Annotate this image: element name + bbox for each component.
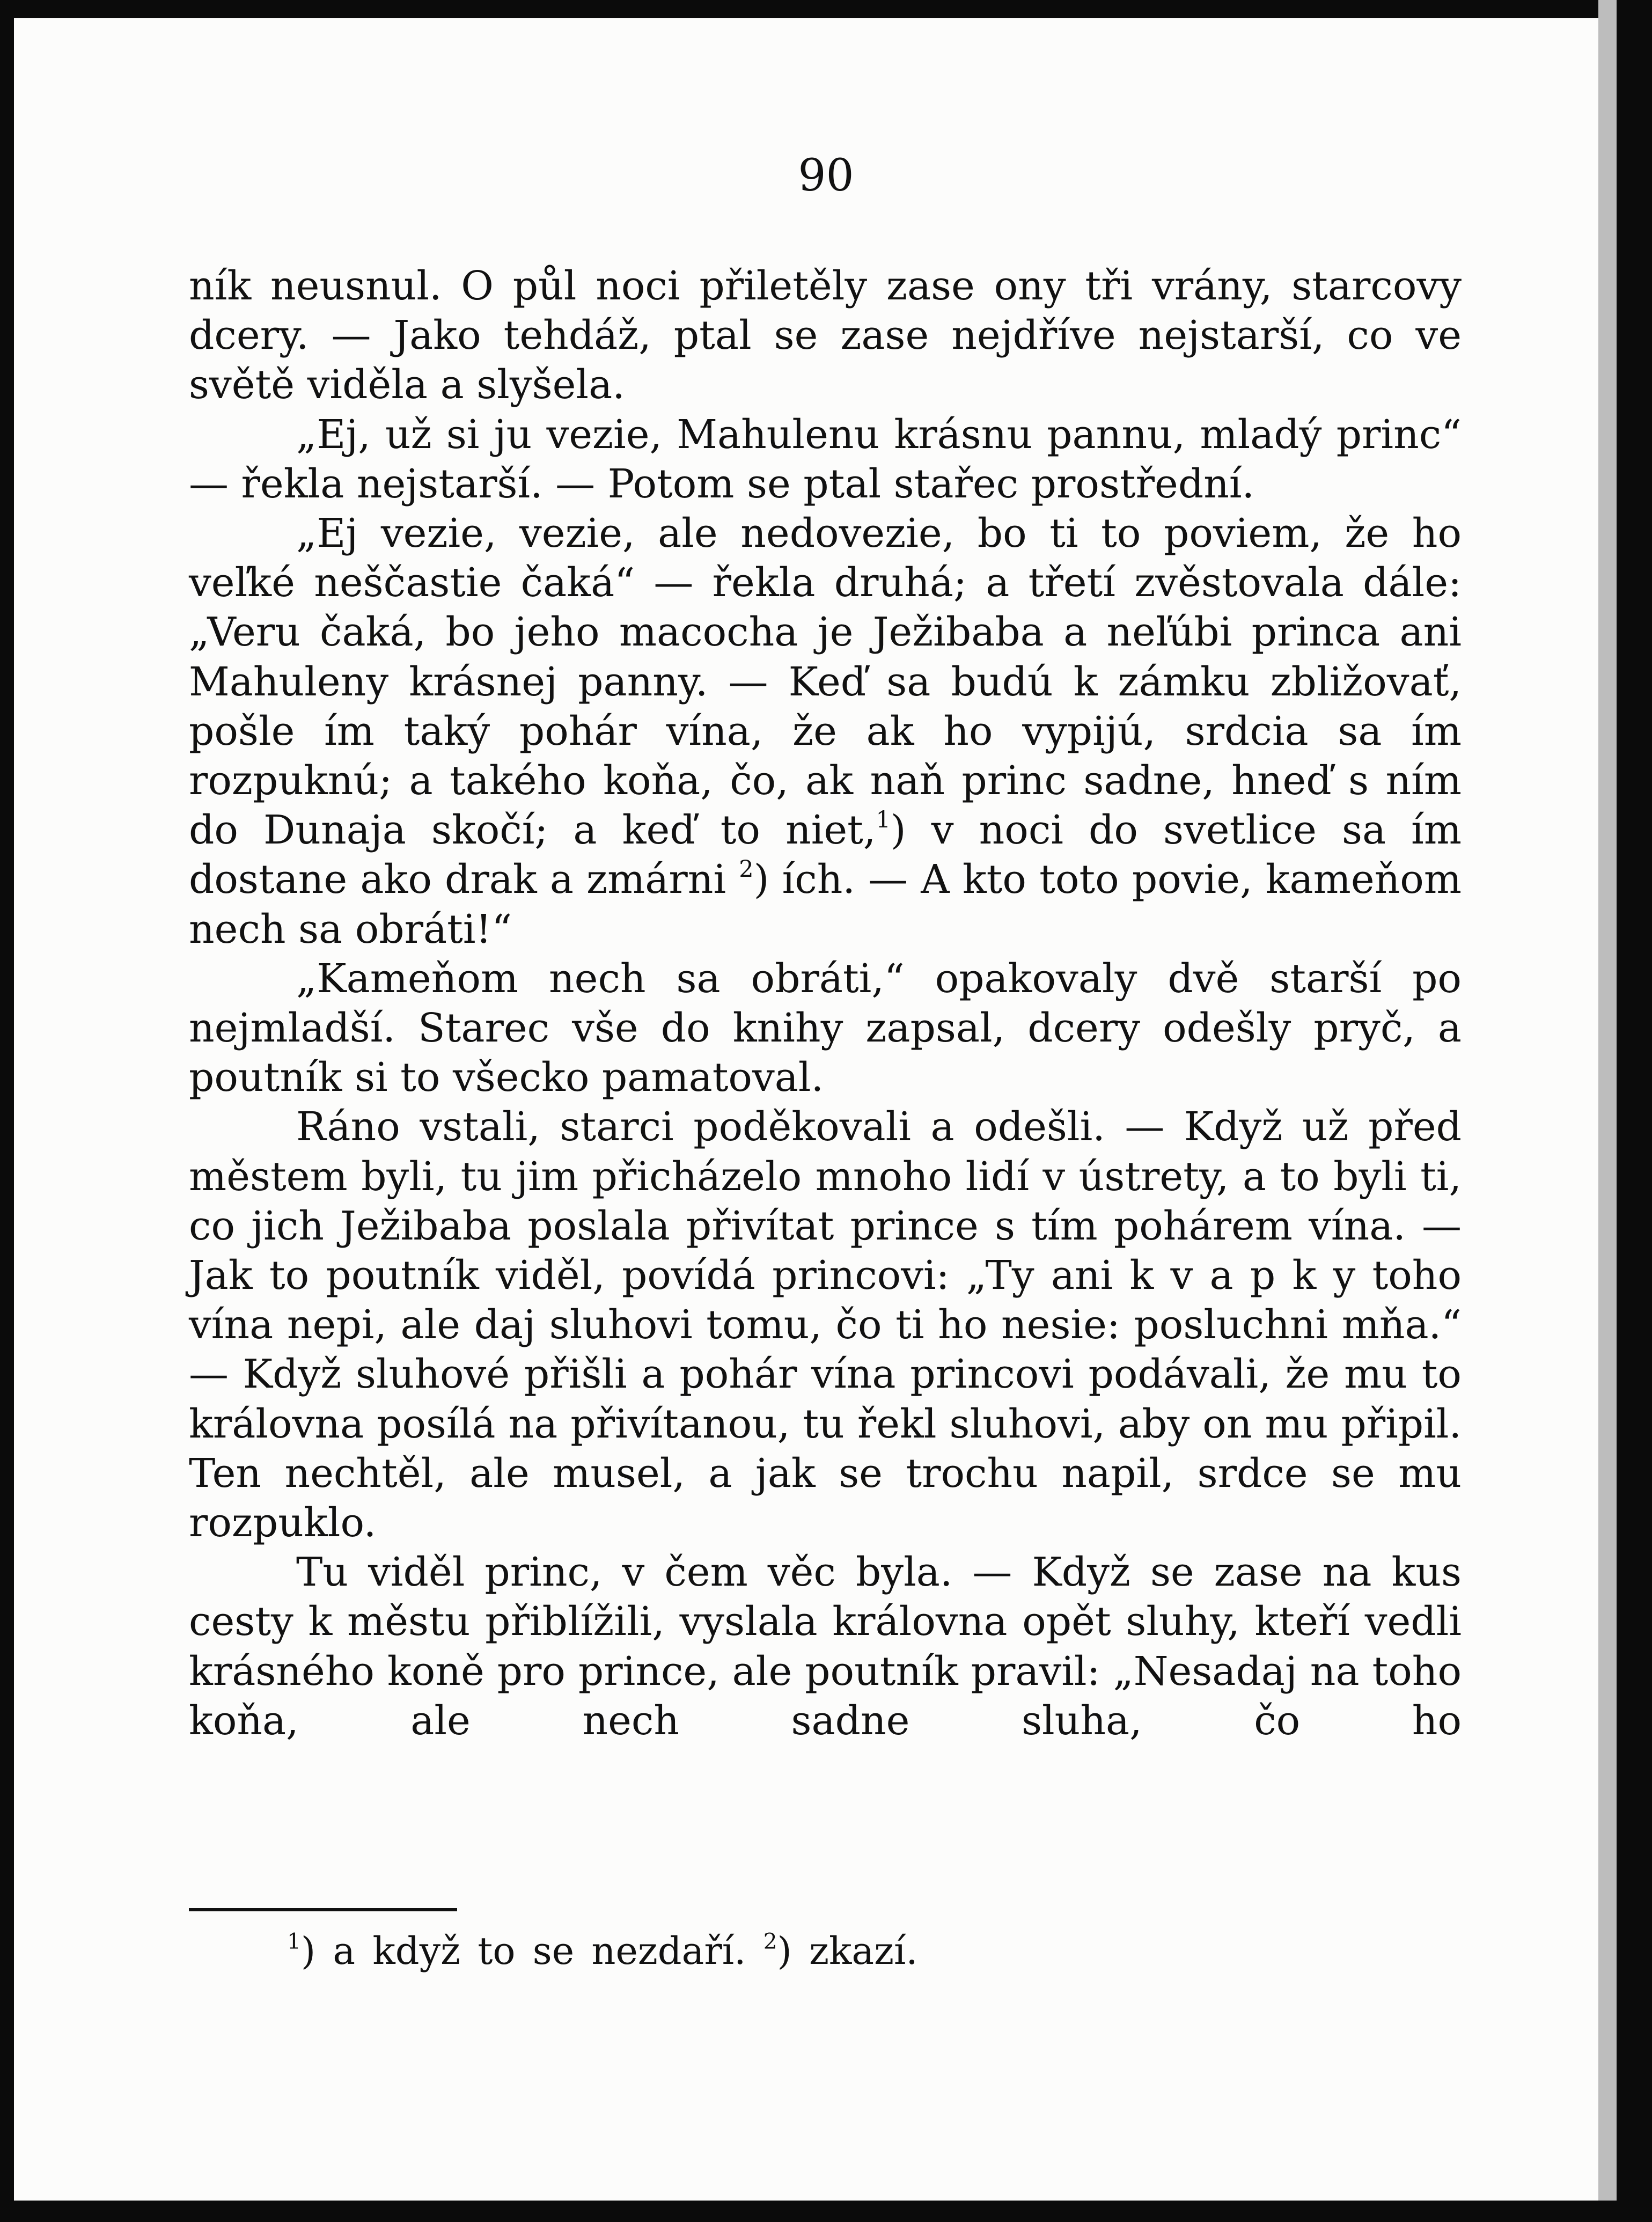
footnote-marker: 2	[763, 1928, 777, 1954]
paragraph: Ráno vstali, starci poděkovali a odešli. — Když už před městem byli, tu jim přicházelo mnoho lidí v ústrety, a to byli ti, co jich Ježibaba poslala přivítat prince s tím pohárem vína. — Jak to poutník viděl, povídá princovi: „Ty ani k v a p k y toho vína nepi, ale daj sluhovi tomu, čo ti ho nesie: posluchni mňa.“ — Když sluhové přišli a pohár vína princovi podávali, že mu to královna posílá na přivítanou, tu řekl sluhovi, aby on mu připil. Ten nechtěl, ale musel, a jak se trochu napil, srdce se mu rozpuklo.	[189, 1104, 1462, 1546]
footnote-marker-1: 1	[876, 806, 891, 834]
paragraph: „Ej, už si ju vezie, Mahulenu krásnu pannu, mladý princ“ — řekla nejstarší. — Potom se ptal stařec prostřední.	[189, 411, 1462, 507]
paragraph-text: ích. — A kto toto povie, kameňom nech sa obráti!“	[189, 856, 1462, 952]
scan-border-left	[0, 0, 14, 2222]
paragraph: „Ej vezie, vezie, ale nedovezie, bo ti to poviem, že ho veľké neščastie čaká“ — řekla druhá; a třetí zvěstovala dále: „Veru čaká, bo jeho macocha je Ježibaba a neľúbi princa ani Mahuleny krásnej panny. — Keď sa budú k zámku zbližovať, pošle ím taký pohár vína, že ak ho vypijú, srdcia sa ím rozpuknú; a takého koňa, čo, ak naň princ sadne, hneď s ním do Dunaja skočí; a keď to niet,$^1$) v noci do svetlice sa ím dostane ako drak a zmárni $^2$) ích. — A kto toto povie, kameňom nech sa obráti!“	[189, 510, 1462, 952]
paragraph: ník neusnul. O půl noci přiletěly zase ony tři vrány, starcovy dcery. — Jako tehdáž, ptal se zase nejdříve nejstarší, co ve světě viděla a slyšela.	[189, 263, 1462, 408]
footnote-rule	[189, 1908, 457, 1911]
scan-border-top	[0, 0, 1652, 18]
footnotes	[287, 1926, 1414, 1976]
scan-border-right	[1617, 0, 1652, 2222]
body-text	[189, 261, 1462, 1746]
scan-border-bottom	[0, 2201, 1652, 2222]
paragraph: Tu viděl princ, v čem věc byla. — Když se zase na kus cesty k městu přiblížili, vyslala královna opět sluhy, kteří vedli krásného koně pro prince, ale poutník pravil: „Nesadaj na toho koňa, ale nech sadne sluha, čo ho	[189, 1549, 1462, 1744]
paragraph-text: „Ej vezie, vezie, ale nedovezie, bo ti to poviem, že ho veľké neščastie čaká“ — řekla druhá; a třetí zvěstovala dále: „Veru čaká, bo jeho macocha je Ježibaba a neľúbi princa ani Mahuleny krásnej panny. — Keď sa budú k zámku zbližovať, pošle ím taký pohár vína, že ak ho vypijú, srdcia sa ím rozpuknú; a takého koňa, čo, ak naň princ sadne, hneď s ním do Dunaja skočí; a keď to niet,	[189, 510, 1462, 854]
paragraph-text: v noci do svetlice sa ím dostane ako drak a zmárni	[189, 807, 1462, 903]
scan-border-right-shadow	[1598, 0, 1617, 2222]
footnote-marker-2: 2	[739, 856, 754, 883]
paragraph: „Kameňom nech sa obráti,“ opakovaly dvě starší po nejmladší. Starec vše do knihy zapsal, dcery odešly pryč, a poutník si to všecko pamatoval.	[189, 955, 1462, 1101]
footnote-marker: 1	[287, 1928, 301, 1954]
footnote-text: ) a když to se nezdaří.	[300, 1929, 763, 1973]
footnote-text: ) zkazí.	[777, 1929, 918, 1973]
page-number: 90	[798, 150, 854, 201]
